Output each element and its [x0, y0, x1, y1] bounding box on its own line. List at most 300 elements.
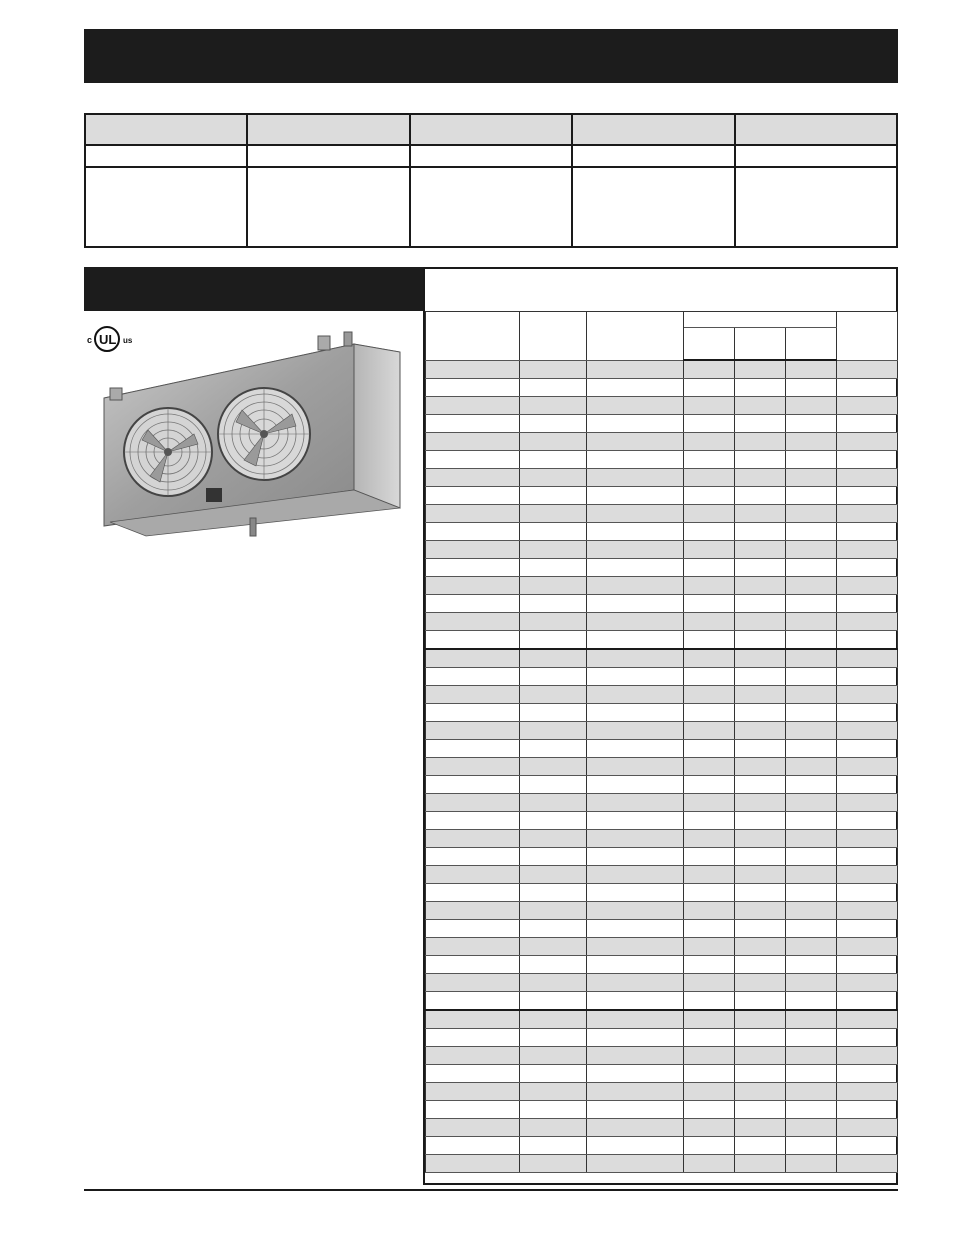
table-cell	[587, 469, 684, 487]
table-row	[426, 1047, 898, 1065]
table-cell	[837, 974, 898, 992]
table-cell	[837, 487, 898, 505]
table-cell	[587, 902, 684, 920]
table-cell	[426, 704, 520, 722]
table-cell	[786, 722, 837, 740]
table-row	[426, 505, 898, 523]
table-cell	[426, 884, 520, 902]
table-row	[426, 397, 898, 415]
table-cell	[786, 1065, 837, 1083]
table-cell	[520, 956, 587, 974]
table-cell	[735, 469, 786, 487]
table-cell	[735, 379, 786, 397]
table-cell	[426, 487, 520, 505]
table-cell	[786, 758, 837, 776]
table-cell	[587, 559, 684, 577]
table-cell	[786, 577, 837, 595]
table-cell	[426, 433, 520, 451]
table-cell	[735, 992, 786, 1011]
table-row	[426, 1029, 898, 1047]
specification-table	[425, 311, 898, 1173]
table-cell	[837, 938, 898, 956]
table-cell	[520, 974, 587, 992]
table-cell	[684, 541, 735, 559]
table-cell	[587, 451, 684, 469]
table-cell	[520, 938, 587, 956]
table-cell	[786, 541, 837, 559]
table-cell	[520, 469, 587, 487]
table-cell	[735, 145, 897, 167]
table-cell	[520, 1083, 587, 1101]
table-row	[426, 794, 898, 812]
table-cell	[786, 938, 837, 956]
table-cell	[520, 992, 587, 1011]
table-cell	[520, 722, 587, 740]
table-cell	[247, 167, 409, 247]
table-cell	[735, 776, 786, 794]
table-cell	[520, 559, 587, 577]
table-cell	[786, 451, 837, 469]
table-cell	[426, 595, 520, 613]
table-cell	[786, 866, 837, 884]
table-cell	[684, 469, 735, 487]
table-cell	[684, 884, 735, 902]
table-cell	[426, 577, 520, 595]
table-cell	[520, 830, 587, 848]
table-cell	[587, 848, 684, 866]
table-cell	[837, 794, 898, 812]
table-cell	[520, 451, 587, 469]
table-cell	[837, 1083, 898, 1101]
table-cell	[837, 469, 898, 487]
table-cell	[426, 1119, 520, 1137]
table-cell	[520, 433, 587, 451]
table-cell	[520, 505, 587, 523]
table-cell	[684, 360, 735, 379]
table-row	[426, 433, 898, 451]
table-row	[426, 613, 898, 631]
table-cell	[520, 668, 587, 686]
table-cell	[837, 884, 898, 902]
table-cell	[786, 397, 837, 415]
table-cell	[786, 487, 837, 505]
table-cell	[684, 758, 735, 776]
spec-header-cell	[786, 328, 837, 361]
table-cell	[410, 145, 572, 167]
table-cell	[735, 631, 786, 650]
table-cell	[520, 397, 587, 415]
ul-text: UL	[99, 332, 117, 347]
table-cell	[837, 686, 898, 704]
table-cell	[587, 541, 684, 559]
table-cell	[735, 397, 786, 415]
table-cell	[735, 668, 786, 686]
table-cell	[837, 866, 898, 884]
page-title	[84, 45, 98, 67]
table-cell	[684, 1083, 735, 1101]
table-cell	[735, 740, 786, 758]
table-cell	[684, 595, 735, 613]
table-cell	[520, 686, 587, 704]
table-cell	[786, 613, 837, 631]
table-cell	[520, 704, 587, 722]
table-cell	[587, 938, 684, 956]
table-row	[426, 974, 898, 992]
table-row	[426, 776, 898, 794]
table-cell	[837, 1065, 898, 1083]
table-cell	[786, 1155, 837, 1173]
table-cell	[837, 1137, 898, 1155]
table-cell	[520, 487, 587, 505]
table-cell	[520, 794, 587, 812]
table-cell	[684, 613, 735, 631]
table-cell	[572, 145, 734, 167]
table-header-cell	[247, 114, 409, 145]
table-header-row	[85, 114, 897, 145]
table-cell	[786, 920, 837, 938]
table-row	[426, 1010, 898, 1029]
table-cell	[786, 740, 837, 758]
table-row	[426, 487, 898, 505]
table-cell	[837, 523, 898, 541]
table-cell	[786, 830, 837, 848]
table-cell	[587, 433, 684, 451]
table-cell	[684, 902, 735, 920]
table-cell	[837, 451, 898, 469]
table-cell	[426, 974, 520, 992]
spec-header-cell	[587, 312, 684, 361]
table-cell	[837, 1010, 898, 1029]
table-cell	[735, 722, 786, 740]
table-cell	[684, 722, 735, 740]
table-cell	[520, 1137, 587, 1155]
table-cell	[426, 848, 520, 866]
table-cell	[684, 704, 735, 722]
table-cell	[426, 668, 520, 686]
table-cell	[735, 577, 786, 595]
table-row	[426, 379, 898, 397]
table-cell	[426, 812, 520, 830]
table-cell	[587, 830, 684, 848]
ul-us-text: us	[123, 336, 133, 345]
table-cell	[426, 451, 520, 469]
table-cell	[587, 1029, 684, 1047]
table-header-cell	[410, 114, 572, 145]
table-cell	[587, 1083, 684, 1101]
table-cell	[735, 487, 786, 505]
table-cell	[426, 776, 520, 794]
table-cell	[587, 1137, 684, 1155]
section-header	[84, 267, 424, 311]
table-cell	[837, 360, 898, 379]
table-cell	[786, 794, 837, 812]
table-cell	[426, 1137, 520, 1155]
table-cell	[520, 1029, 587, 1047]
table-cell	[786, 523, 837, 541]
table-header-cell	[85, 114, 247, 145]
table-row	[426, 668, 898, 686]
table-cell	[786, 433, 837, 451]
table-cell	[837, 415, 898, 433]
spec-header-group-cell	[684, 312, 837, 328]
table-row	[426, 992, 898, 1011]
table-cell	[786, 956, 837, 974]
table-cell	[735, 902, 786, 920]
table-cell	[837, 956, 898, 974]
table-cell	[426, 938, 520, 956]
table-cell	[684, 1101, 735, 1119]
table-cell	[587, 1155, 684, 1173]
table-cell	[735, 1155, 786, 1173]
table-cell	[85, 145, 247, 167]
table-cell	[837, 1119, 898, 1137]
table-cell	[735, 1119, 786, 1137]
table-cell	[837, 704, 898, 722]
table-cell	[684, 631, 735, 650]
table-cell	[426, 1010, 520, 1029]
table-cell	[735, 812, 786, 830]
spec-header-row	[426, 312, 898, 328]
table-cell	[426, 1029, 520, 1047]
table-cell	[587, 379, 684, 397]
table-cell	[786, 415, 837, 433]
table-cell	[837, 1029, 898, 1047]
model-summary-table	[84, 113, 898, 248]
table-row	[426, 1083, 898, 1101]
table-row	[426, 740, 898, 758]
table-cell	[684, 812, 735, 830]
table-cell	[684, 794, 735, 812]
table-cell	[786, 776, 837, 794]
table-cell	[520, 415, 587, 433]
table-cell	[520, 541, 587, 559]
table-cell	[684, 668, 735, 686]
table-cell	[426, 379, 520, 397]
table-cell	[520, 866, 587, 884]
table-cell	[520, 776, 587, 794]
table-cell	[520, 1010, 587, 1029]
table-cell	[735, 1083, 786, 1101]
table-row	[426, 631, 898, 650]
table-cell	[520, 758, 587, 776]
table-cell	[684, 938, 735, 956]
table-cell	[837, 992, 898, 1011]
table-cell	[426, 1083, 520, 1101]
table-cell	[735, 523, 786, 541]
table-row	[426, 1101, 898, 1119]
table-row	[426, 1137, 898, 1155]
table-cell	[837, 649, 898, 668]
table-cell	[786, 1083, 837, 1101]
table-cell	[426, 1101, 520, 1119]
table-cell	[837, 631, 898, 650]
table-cell	[587, 920, 684, 938]
table-row	[426, 577, 898, 595]
table-cell	[426, 956, 520, 974]
table-cell	[735, 920, 786, 938]
table-cell	[426, 866, 520, 884]
table-cell	[837, 577, 898, 595]
table-cell	[520, 1155, 587, 1173]
table-cell	[735, 704, 786, 722]
table-cell	[786, 974, 837, 992]
table-cell	[520, 379, 587, 397]
table-row	[426, 1155, 898, 1173]
table-cell	[786, 360, 837, 379]
table-cell	[587, 487, 684, 505]
table-cell	[587, 956, 684, 974]
ul-c-text: c	[87, 335, 93, 345]
table-cell	[735, 866, 786, 884]
table-cell	[520, 740, 587, 758]
table-cell	[520, 1065, 587, 1083]
table-cell	[587, 1119, 684, 1137]
table-row	[426, 902, 898, 920]
table-cell	[735, 974, 786, 992]
table-row	[426, 848, 898, 866]
table-cell	[786, 1029, 837, 1047]
table-cell	[837, 397, 898, 415]
table-cell	[426, 920, 520, 938]
table-row	[426, 541, 898, 559]
table-cell	[735, 360, 786, 379]
table-cell	[735, 541, 786, 559]
table-cell	[684, 1010, 735, 1029]
table-cell	[684, 397, 735, 415]
table-cell	[520, 920, 587, 938]
table-cell	[247, 145, 409, 167]
table-cell	[410, 167, 572, 247]
table-cell	[684, 1029, 735, 1047]
table-cell	[837, 1155, 898, 1173]
table-cell	[735, 956, 786, 974]
table-cell	[786, 902, 837, 920]
table-cell	[520, 649, 587, 668]
table-cell	[572, 167, 734, 247]
table-cell	[426, 902, 520, 920]
table-cell	[837, 848, 898, 866]
table-cell	[520, 613, 587, 631]
table-cell	[520, 595, 587, 613]
table-cell	[786, 505, 837, 523]
table-cell	[684, 686, 735, 704]
table-cell	[684, 451, 735, 469]
table-cell	[426, 1065, 520, 1083]
table-cell	[837, 740, 898, 758]
table-cell	[735, 433, 786, 451]
table-cell	[587, 740, 684, 758]
table-row	[426, 451, 898, 469]
table-cell	[735, 505, 786, 523]
table-cell	[426, 559, 520, 577]
table-cell	[587, 812, 684, 830]
table-cell	[520, 577, 587, 595]
table-cell	[426, 830, 520, 848]
table-cell	[684, 559, 735, 577]
table-cell	[587, 1047, 684, 1065]
table-row	[426, 704, 898, 722]
table-cell	[426, 1047, 520, 1065]
table-cell	[587, 758, 684, 776]
table-row	[85, 167, 897, 247]
table-row	[426, 595, 898, 613]
table-cell	[684, 649, 735, 668]
table-cell	[786, 668, 837, 686]
table-header-cell	[572, 114, 734, 145]
table-cell	[587, 668, 684, 686]
table-cell	[520, 902, 587, 920]
table-cell	[587, 631, 684, 650]
table-row	[426, 812, 898, 830]
table-cell	[786, 1010, 837, 1029]
table-cell	[735, 1029, 786, 1047]
page-title-bar	[84, 29, 898, 83]
table-cell	[735, 686, 786, 704]
table-cell	[684, 505, 735, 523]
table-cell	[786, 1101, 837, 1119]
table-cell	[735, 848, 786, 866]
table-cell	[587, 505, 684, 523]
table-cell	[520, 523, 587, 541]
table-cell	[587, 992, 684, 1011]
table-cell	[735, 415, 786, 433]
table-cell	[684, 1119, 735, 1137]
table-row	[426, 649, 898, 668]
table-cell	[587, 1065, 684, 1083]
table-cell	[837, 505, 898, 523]
table-cell	[520, 1047, 587, 1065]
table-cell	[735, 794, 786, 812]
table-cell	[837, 1047, 898, 1065]
table-cell	[684, 415, 735, 433]
table-cell	[684, 740, 735, 758]
table-cell	[837, 595, 898, 613]
footer-rule	[84, 1189, 898, 1191]
table-cell	[520, 1119, 587, 1137]
table-cell	[684, 577, 735, 595]
table-cell	[786, 992, 837, 1011]
table-cell	[786, 1047, 837, 1065]
table-cell	[837, 920, 898, 938]
table-row	[426, 559, 898, 577]
table-cell	[684, 848, 735, 866]
table-cell	[426, 794, 520, 812]
table-cell	[735, 938, 786, 956]
spec-header-cell	[426, 312, 520, 361]
table-cell	[426, 541, 520, 559]
table-cell	[684, 830, 735, 848]
table-row	[426, 360, 898, 379]
table-cell	[837, 722, 898, 740]
table-cell	[786, 812, 837, 830]
table-cell	[587, 577, 684, 595]
table-cell	[837, 776, 898, 794]
table-cell	[85, 167, 247, 247]
table-cell	[426, 505, 520, 523]
table-row	[426, 830, 898, 848]
table-cell	[684, 379, 735, 397]
table-cell	[426, 469, 520, 487]
unit-cooler-photo	[96, 322, 412, 544]
table-cell	[426, 613, 520, 631]
table-cell	[587, 794, 684, 812]
table-cell	[786, 559, 837, 577]
table-cell	[426, 523, 520, 541]
table-cell	[786, 686, 837, 704]
table-cell	[735, 758, 786, 776]
table-cell	[735, 884, 786, 902]
table-row	[426, 938, 898, 956]
